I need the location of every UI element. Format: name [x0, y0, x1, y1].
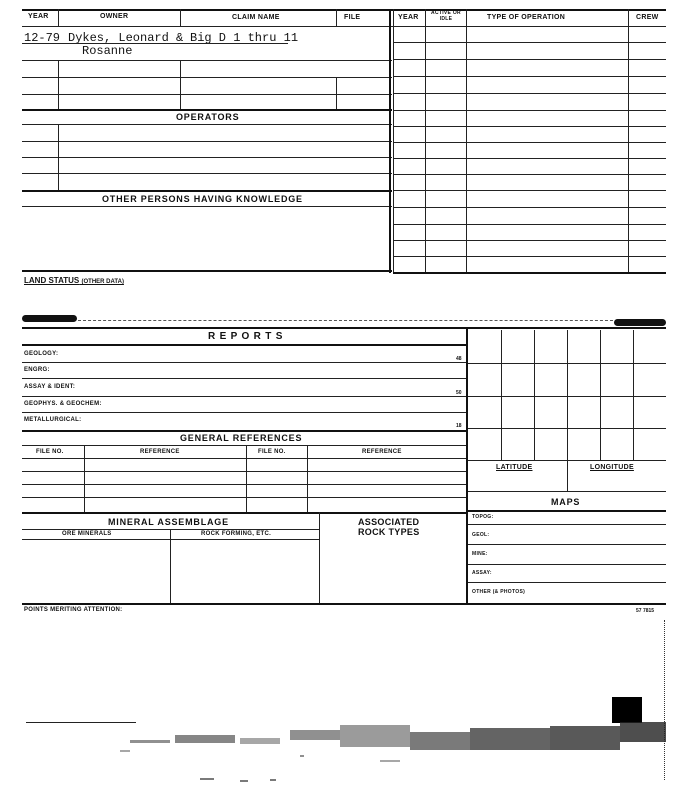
associated-label-line1: ASSOCIATED — [358, 517, 420, 527]
land-status-note: (OTHER DATA) — [81, 279, 124, 285]
maps-other-photos: OTHER (& PHOTOS) — [472, 589, 526, 595]
header-claim-name: CLAIM NAME — [232, 14, 280, 21]
scan-smear-left — [22, 315, 77, 322]
maps-geol: GEOL: — [472, 532, 490, 538]
report-geology-num: 48 — [456, 356, 462, 362]
longitude-label: LONGITUDE — [590, 464, 634, 471]
header-crew: CREW — [636, 14, 659, 21]
latitude-label: LATITUDE — [496, 464, 533, 471]
maps-mine: MINE: — [472, 551, 488, 557]
header-owner: OWNER — [100, 13, 129, 20]
report-geology-label: GEOLOGY: — [24, 351, 59, 357]
report-engrg-label: ENGRG: — [24, 367, 50, 373]
ore-minerals-header: ORE MINERALS — [62, 531, 112, 537]
entry-owner-line2: Rosanne — [82, 44, 133, 58]
land-status-title: LAND STATUS — [24, 276, 80, 285]
header-year: YEAR — [28, 13, 49, 20]
header-type-of-operation: TYPE OF OPERATION — [487, 14, 566, 21]
ref-header-file-no-1: FILE NO. — [36, 449, 64, 455]
form-number: 57 7815 — [636, 608, 655, 614]
report-assay-label: ASSAY & IDENT: — [24, 384, 76, 390]
entry-claim-name: Big D 1 thru 11 — [190, 31, 299, 45]
maps-topog: TOPOG: — [472, 514, 494, 520]
land-status-label — [24, 276, 124, 285]
ref-header-reference-2: REFERENCE — [362, 449, 402, 455]
ref-header-file-no-2: FILE NO. — [258, 449, 286, 455]
header-file: FILE — [344, 14, 361, 21]
entry-year: 12-79 — [24, 31, 61, 45]
header-year-2: YEAR — [398, 14, 419, 21]
rock-forming-header: ROCK FORMING, ETC. — [201, 531, 272, 537]
general-references-title: GENERAL REFERENCES — [180, 433, 303, 443]
report-geophys-label: GEOPHYS. & GEOCHEM: — [24, 401, 102, 407]
report-assay-num: 50 — [456, 390, 462, 396]
scan-noise-band — [0, 720, 678, 790]
associated-label-line2: ROCK TYPES — [358, 527, 420, 537]
maps-assay: ASSAY: — [472, 570, 492, 576]
operators-title: OPERATORS — [176, 112, 240, 122]
report-metallurgical-num: 18 — [456, 423, 462, 429]
report-metallurgical-label: METALLURGICAL: — [24, 417, 82, 423]
points-meriting-label: POINTS MERITING ATTENTION: — [24, 607, 123, 613]
other-persons-title: OTHER PERSONS HAVING KNOWLEDGE — [102, 194, 303, 204]
maps-title: MAPS — [551, 497, 581, 507]
header-active-or-idle: ACTIVE OR IDLE — [431, 10, 461, 22]
entry-owner-line1: Dykes, Leonard & — [68, 31, 184, 45]
ref-header-reference-1: REFERENCE — [140, 449, 180, 455]
reports-title: R E P O R T S — [208, 331, 284, 342]
mineral-assemblage-title: MINERAL ASSEMBLAGE — [108, 517, 229, 527]
scan-smear-right — [614, 319, 666, 326]
